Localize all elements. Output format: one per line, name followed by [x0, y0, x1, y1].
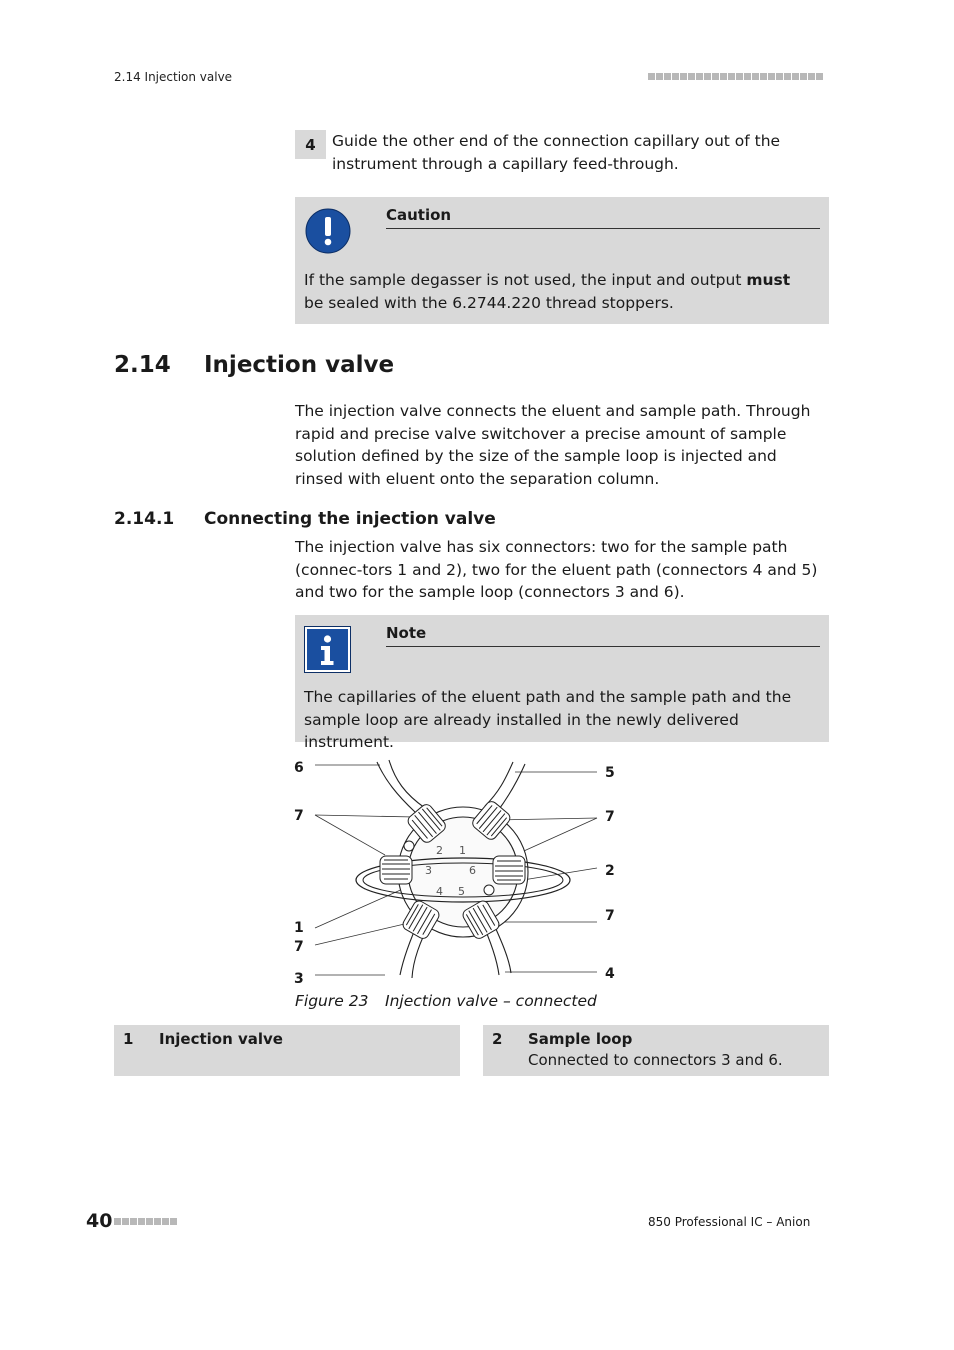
- injection-valve-drawing: [285, 750, 635, 990]
- figure-number: Figure 23: [295, 992, 369, 1010]
- legend-description: Connected to connectors 3 and 6.: [528, 1051, 783, 1069]
- note-box: [295, 615, 829, 751]
- document-title: 850 Professional IC – Anion: [648, 1215, 811, 1229]
- caution-text-emphasis: must: [746, 271, 791, 289]
- figure-callout: 1: [294, 920, 304, 936]
- figure-caption: [295, 992, 597, 1010]
- header-decoration: [648, 73, 823, 80]
- section-body: The injection valve connects the eluent and sample path. Through rapid and precise valve switchover a precise amount of sample solution defined by the size of the sample loop is injected and rinsed with eluent onto the separation column.: [295, 402, 811, 488]
- valve-port-number: 1: [459, 844, 466, 857]
- footer-decoration: [114, 1218, 177, 1225]
- section-heading: [114, 352, 395, 378]
- figure-callout: 3: [294, 971, 304, 987]
- section-title: Injection valve: [204, 352, 395, 378]
- figure-title: Injection valve – connected: [385, 992, 597, 1010]
- legend-item: [114, 1025, 460, 1076]
- subsection-number: 2.14.1: [114, 509, 175, 529]
- valve-port-number: 2: [436, 844, 443, 857]
- figure-callout: 7: [605, 809, 615, 825]
- section-number: 2.14: [114, 352, 171, 378]
- valve-port-number: 4: [436, 885, 443, 898]
- legend-title: Injection valve: [159, 1030, 283, 1048]
- legend-number: 2: [492, 1030, 503, 1048]
- figure-callout: 2: [605, 863, 615, 879]
- caution-rule: [386, 228, 820, 229]
- figure-callout: 7: [294, 808, 304, 824]
- note-title: Note: [386, 624, 427, 642]
- legend-item: [483, 1025, 829, 1076]
- legend-number: 1: [123, 1030, 134, 1048]
- note-rule: [386, 646, 820, 647]
- valve-port-number: 3: [425, 864, 432, 877]
- caution-text: [304, 269, 804, 314]
- caution-text-part: If the sample degasser is not used, the input and output: [304, 271, 747, 289]
- instruction-step: [295, 130, 830, 176]
- exclamation-icon: [305, 208, 351, 258]
- caution-title: Caution: [386, 206, 452, 224]
- figure-injection-valve: [285, 750, 635, 990]
- page-number: 40: [86, 1210, 113, 1232]
- step-text: Guide the other end of the connection capillary out of the instrument through a capillary feed-through.: [332, 132, 781, 173]
- caution-box: [295, 197, 829, 324]
- figure-callout: 6: [294, 760, 304, 776]
- figure-callout: 7: [605, 908, 615, 924]
- figure-callout: 5: [605, 765, 615, 781]
- running-header: 2.14 Injection valve: [114, 70, 233, 84]
- subsection-heading: [114, 509, 496, 529]
- info-icon: [304, 626, 351, 677]
- note-text: The capillaries of the eluent path and the sample path and the sample loop are already installed in the newly delivered instrument.: [304, 688, 792, 751]
- valve-port-number: 6: [469, 864, 476, 877]
- subsection-body: The injection valve has six connectors: two for the sample path (connec-tors 1 and 2), two for the eluent path (connectors 4 and 5) and two for the sample loop (connectors 3 and 6).: [295, 538, 818, 601]
- figure-callout: 4: [605, 966, 615, 982]
- caution-text-part: be sealed with the 6.2744.220 thread stoppers.: [304, 293, 674, 312]
- subsection-title: Connecting the injection valve: [204, 509, 496, 529]
- valve-port-number: 5: [458, 885, 465, 898]
- step-number: 4: [295, 130, 326, 159]
- legend-title: Sample loop: [528, 1030, 633, 1048]
- figure-callout: 7: [294, 939, 304, 955]
